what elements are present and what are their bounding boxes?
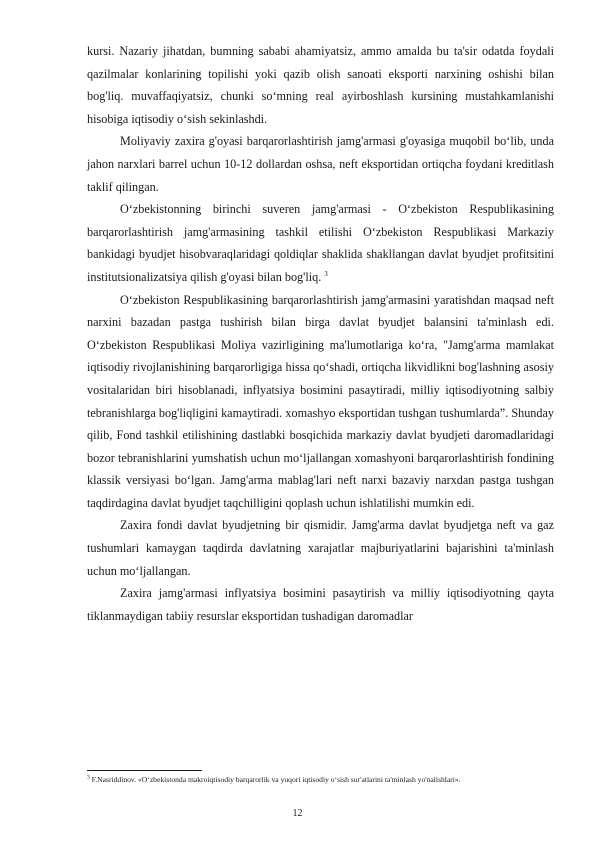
paragraph-2: Moliyaviy zaxira g'oyasi barqarorlashtirish jamg'armasi g'oyasiga muqobil bo‘lib, unda jahon narxlari barrel uchun 10-12 dollardan oshsa, neft eksportidan ortiqcha foydani kreditlash taklif qilingan.	[87, 134, 554, 194]
footnote-reference[interactable]: 3	[324, 269, 328, 278]
page-number: 12	[292, 808, 303, 819]
paragraph-3-text: O‘zbekistonning birinchi suveren jamg'armasi - O‘zbekiston Respublikasining barqarorlashtirish jamg'armasining tashkil etilishi O‘zbekiston Respublikasi Markaziy bankidagi byudjet hisobvaraqlaridagi qoldiqlar shaklida shakllangan davlat byudjet profitsitini institutsionalizatsiya qilish g'oyasi bilan bog'liq.	[87, 202, 554, 284]
footnote	[87, 774, 554, 785]
document-body	[87, 40, 554, 627]
paragraph-4: O‘zbekiston Respublikasining barqarorlashtirish jamg'armasini yaratishdan maqsad neft narxini bazadan pastga tushirish bilan birga davlat byudjet balansini ta'minlash edi. O‘zbekiston Respublikasi Moliya vazirligining ma'lumotlariga ko‘ra, "Jamg'arma mamlakat iqtisodiy rivojlanishining barqarorligiga hissa qo‘shadi, ortiqcha likvidlikni bog'lashning asosiy vositalaridan biri hisoblanadi, inflyatsiya bosimini pasaytiradi, milliy iqtisodiyotning salbiy tebranishlarga bog'liqligini kamaytiradi. xomashyo eksportidan tushgan tushumlarda”. Shunday qilib, Fond tashkil etilishining dastlabki bosqichida markaziy davlat byudjeti daromadlaridagi bozor tebranishlarini yumshatish uchun mo‘ljallangan xomashyoni barqarorlashtirish fondining klassik versiyasi bo‘lgan. Jamg'arma mablag'lari neft narxi bazaviy narxdan pastga tushgan taqdirdagina davlat byudjet taqchilligini qoplash uchun ishlatilishi mumkin edi.	[87, 292, 554, 510]
paragraph-1: kursi. Nazariy jihatdan, bumning sababi ahamiyatsiz, ammo amalda bu ta'sir odatda foydali qazilmalar konlarining topilishi yoki qazib olish sanoati eksporti narxining oshishi bilan bog'liq. muvaffaqiyatsiz, chunki so‘mning real ayirboshlash kursining mustahkamlanishi hisobiga iqtisodiy o‘sish sekinlashdi.	[87, 44, 554, 126]
footnote-number: 3	[87, 774, 90, 781]
paragraph-6: Zaxira jamg'armasi inflyatsiya bosimini pasaytirish va milliy iqtisodiyotning qayta tiklanmaydigan tabiiy resurslar eksportidan tushadigan daromadlar	[87, 586, 554, 623]
paragraph-5: Zaxira fondi davlat byudjetning bir qismidir. Jamg'arma davlat byudjetga neft va gaz tushumlari kamaygan taqdirda davlatning xarajatlar majburiyatlarini bajarishini ta'minlash uchun mo‘ljallangan.	[87, 518, 554, 578]
footnote-text: F.Nasriddinov. «O‘zbekistonda makroiqtisodiy barqarorlik va yuqori iqtisodiy o‘sish sur'atlarini ta'minlash yo'nalishlari».	[89, 775, 461, 784]
footnote-divider	[87, 770, 202, 771]
paragraph-3	[87, 198, 554, 288]
